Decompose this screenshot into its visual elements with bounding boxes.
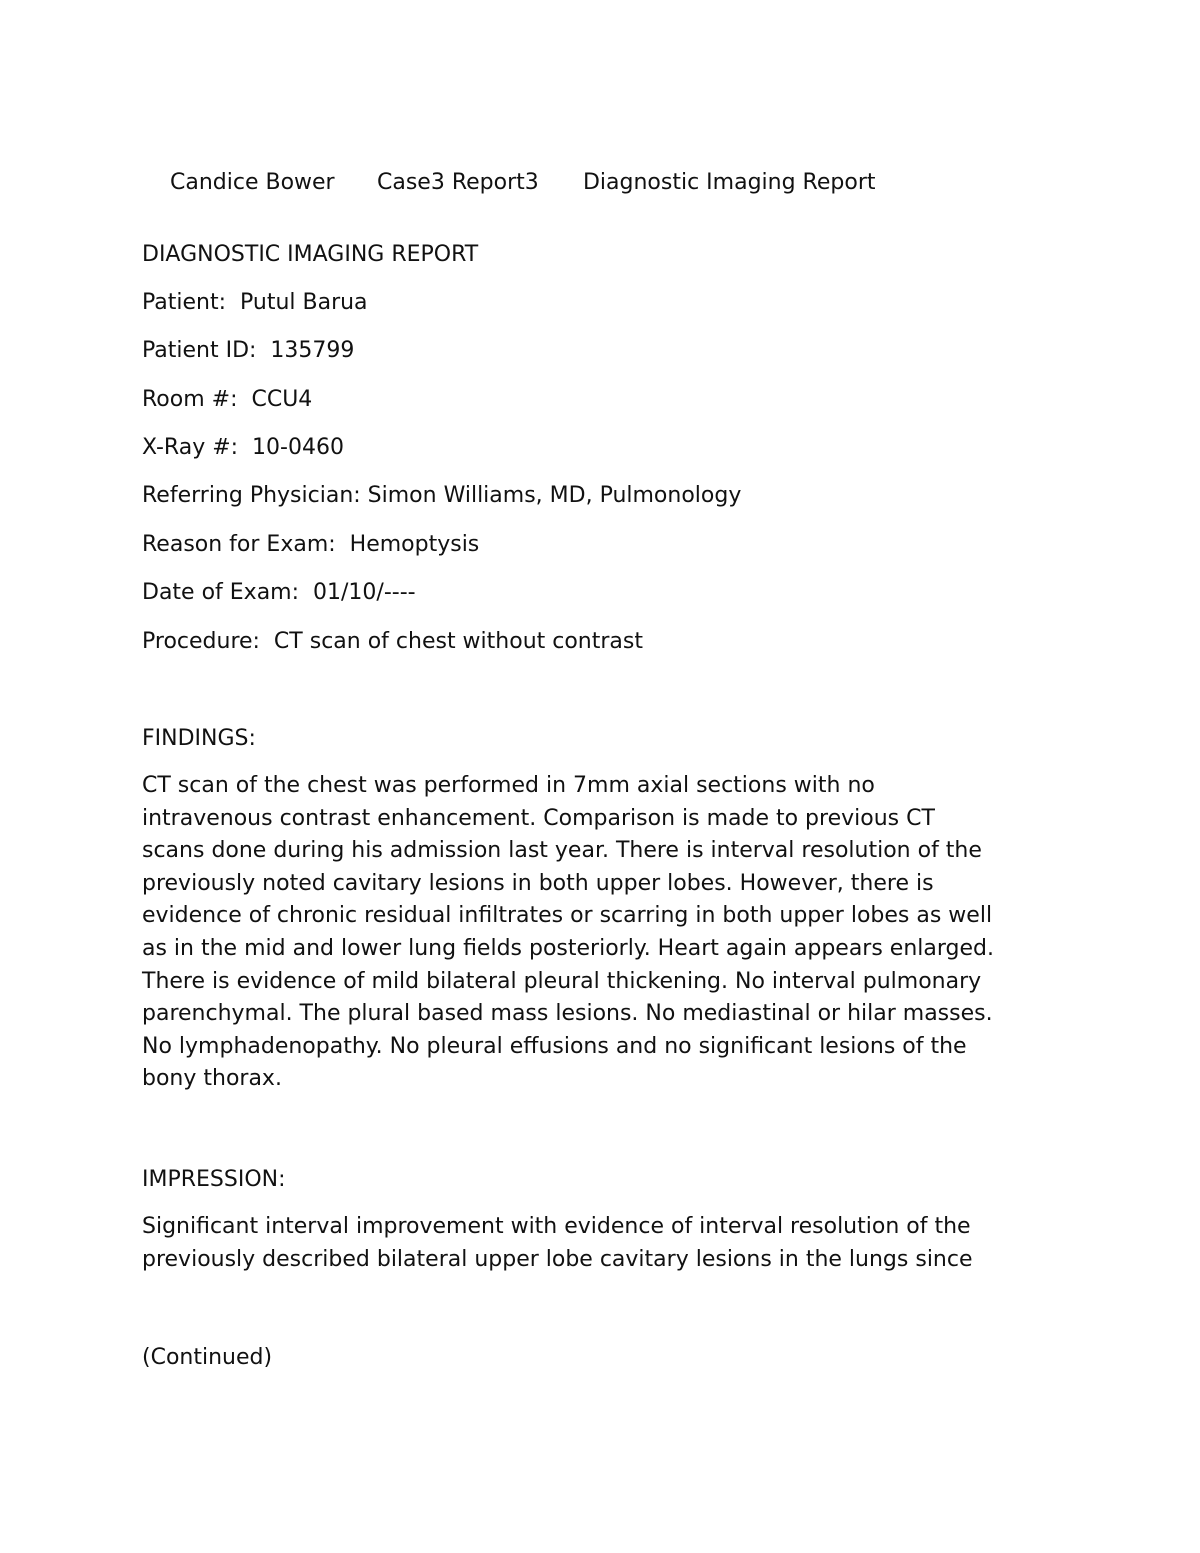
findings-line: intravenous contrast enhancement. Comparison is made to previous CT <box>142 805 935 831</box>
impression-text <box>142 1211 1072 1276</box>
reason-for-exam: Reason for Exam: Hemoptysis <box>142 532 480 557</box>
page-header <box>142 144 875 222</box>
report-title: DIAGNOSTIC IMAGING REPORT <box>142 242 479 267</box>
header-author: Candice Bower <box>169 170 335 195</box>
findings-line: CT scan of the chest was performed in 7mm axial sections with no <box>142 773 875 798</box>
findings-line: parenchymal. The plural based mass lesions. No mediastinal or hilar masses. <box>142 1001 993 1027</box>
header-doc-type: Diagnostic Imaging Report <box>582 170 876 195</box>
room-number: Room #: CCU4 <box>142 387 313 412</box>
referring-physician: Referring Physician: Simon Williams, MD, Pulmonology <box>142 483 742 508</box>
findings-line: bony thorax. <box>142 1066 282 1092</box>
procedure: Procedure: CT scan of chest without contrast <box>142 629 643 654</box>
findings-line: scans done during his admission last year. There is interval resolution of the <box>142 838 982 864</box>
patient-name: Patient: Putul Barua <box>142 290 368 315</box>
date-of-exam: Date of Exam: 01/10/---- <box>142 580 416 605</box>
findings-text <box>142 770 1072 1096</box>
impression-line: previously described bilateral upper lobe cavitary lesions in the lungs since <box>142 1246 973 1272</box>
continued-note: (Continued) <box>142 1345 273 1370</box>
findings-line: There is evidence of mild bilateral pleural thickening. No interval pulmonary <box>142 968 982 994</box>
xray-number: X-Ray #: 10-0460 <box>142 435 344 460</box>
impression-line: Significant interval improvement with evidence of interval resolution of the <box>142 1214 971 1239</box>
patient-id: Patient ID: 135799 <box>142 338 355 363</box>
impression-heading: IMPRESSION: <box>142 1167 286 1192</box>
header-case: Case3 Report3 <box>376 170 539 195</box>
findings-line: evidence of chronic residual infiltrates or scarring in both upper lobes as well <box>142 903 993 929</box>
findings-line: previously noted cavitary lesions in both upper lobes. However, there is <box>142 870 934 896</box>
findings-heading: FINDINGS: <box>142 726 256 751</box>
findings-line: as in the mid and lower lung fields posteriorly. Heart again appears enlarged. <box>142 935 994 961</box>
findings-line: No lymphadenopathy. No pleural effusions and no significant lesions of the <box>142 1033 967 1059</box>
